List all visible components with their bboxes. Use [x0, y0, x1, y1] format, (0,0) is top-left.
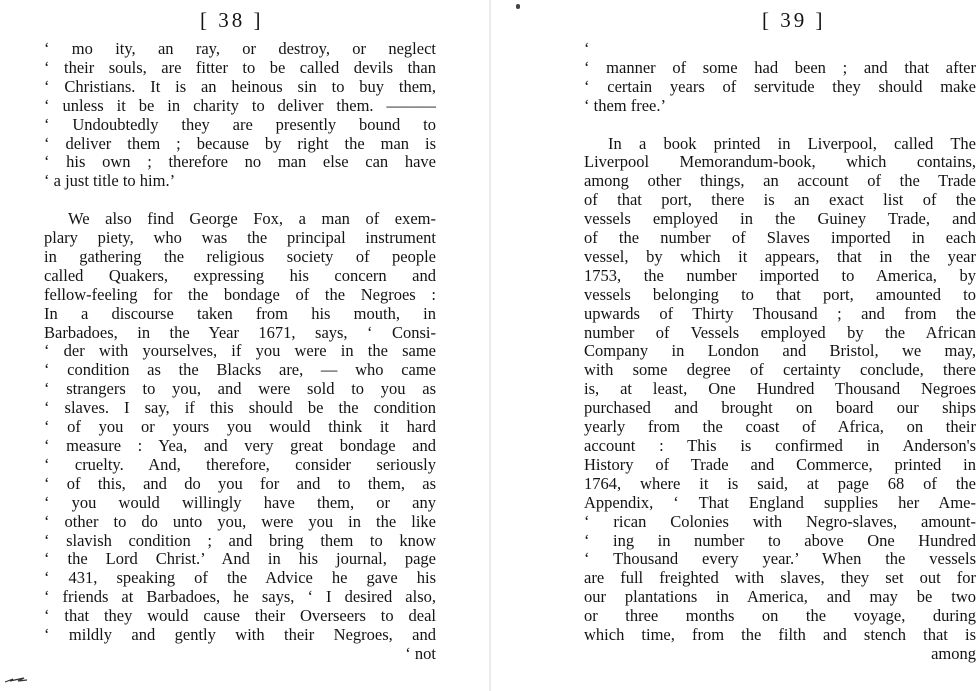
text-line: Company in London and Bristol, we may,	[584, 341, 976, 361]
text-line: ‘ manner of some had been ; and that after	[584, 57, 976, 77]
text-line: ‘ his own ; therefore no man else can have	[44, 152, 436, 172]
text-line: plary piety, who was the principal instrument	[44, 228, 436, 248]
text-line: We also find George Fox, a man of exem-	[68, 209, 436, 229]
text-line: ‘ Thousand every year.’ When the vessels	[584, 549, 976, 569]
paragraph-gap	[44, 191, 436, 210]
text-line: is, at least, One Hundred Thousand Negroes	[584, 379, 976, 399]
text-line: ‘ a just title to him.’	[44, 171, 176, 191]
text-line: ‘ unless it be in charity to deliver them. ———	[44, 95, 436, 115]
text-line: Liverpool Memorandum-book, which contains,	[584, 152, 976, 172]
text-line: yearly from the coast of Africa, on their	[584, 417, 976, 437]
text-line: ‘ that they would cause their Overseers to deal	[44, 606, 436, 626]
text-line: ‘ strangers to you, and were sold to you as	[44, 379, 436, 399]
left-page-text	[44, 40, 436, 664]
text-line: ‘ other to do unto you, were you in the like	[44, 511, 436, 531]
text-line: vessels employed in the Guiney Trade, and	[584, 209, 976, 229]
text-line: called Quakers, expressing his concern and	[44, 265, 436, 285]
text-line: Appendix, ‘ That England supplies her Ame-	[584, 492, 976, 512]
left-page-number: [ 38 ]	[200, 8, 264, 32]
text-line: ‘ ing in number to above One Hundred	[584, 530, 976, 550]
right-page-number: [ 39 ]	[762, 8, 826, 32]
right-page-text	[584, 40, 976, 664]
text-line: ‘ mildly and gently with their Negroes, and	[44, 625, 436, 645]
text-line: ‘ der with yourselves, if you were in the same	[44, 341, 436, 361]
text-line: ‘ measure : Yea, and very great bondage and	[44, 436, 436, 456]
text-line: ‘ of this, and do you for and to them, as	[44, 473, 436, 493]
text-line: are full freighted with slaves, they set out for	[584, 568, 976, 588]
catchword: among	[931, 643, 976, 663]
text-line: ‘ 431, speaking of the Advice he gave his	[44, 568, 436, 588]
text-line: our plantations in America, and may be two	[584, 587, 976, 607]
text-line: account : This is confirmed in Anderson's	[584, 436, 976, 456]
text-line: ‘ friends at Barbadoes, he says, ‘ I desired also,	[44, 587, 436, 607]
text-line: ‘ cruelty. And, therefore, consider seriously	[44, 454, 436, 474]
text-line: or three months on the voyage, during	[584, 606, 976, 626]
text-line: with some degree of certainty conclude, there	[584, 360, 976, 380]
text-line: ‘ slaves. I say, if this should be the condition	[44, 398, 436, 418]
text-line: of that port, there is an exact list of the	[584, 190, 976, 210]
text-line: of the number of Slaves imported in each	[584, 228, 976, 248]
text-line: ‘ mo ity, an ray, or destroy, or neglect	[44, 39, 436, 58]
text-line: History of Trade and Commerce, printed in	[584, 454, 976, 474]
text-line: ‘	[584, 39, 590, 58]
text-line: vessels belonging to that port, amounted to	[584, 284, 976, 304]
margin-mark	[4, 676, 28, 684]
right-page	[490, 0, 980, 691]
text-line: ‘ Christians. It is an heinous sin to buy them,	[44, 76, 436, 96]
text-line: ‘ condition as the Blacks are, — who came	[44, 360, 436, 380]
text-line: ‘ deliver them ; because by right the man is	[44, 133, 436, 153]
text-line: upwards of Thirty Thousand ; and from the	[584, 303, 976, 323]
text-line: ‘ of you or yours you would think it hard	[44, 417, 436, 437]
text-line: fellow-feeling for the bondage of the Negroes :	[44, 284, 436, 304]
text-line: 1753, the number imported to America, by	[584, 265, 976, 285]
text-line: In a discourse taken from his mouth, in	[44, 303, 436, 323]
text-line: ‘ them free.’	[584, 95, 666, 115]
text-line: 1764, where it is said, at page 68 of the	[584, 473, 976, 493]
text-line: ‘ you would willingly have them, or any	[44, 492, 436, 512]
text-line: ‘ their souls, are fitter to be called devils than	[44, 57, 436, 77]
text-line: in gathering the religious society of people	[44, 246, 436, 266]
text-line: In a book printed in Liverpool, called The	[608, 133, 976, 153]
text-line: ‘ certain years of servitude they should make	[584, 76, 976, 96]
text-line: Barbadoes, in the Year 1671, says, ‘ Consi-	[44, 322, 436, 342]
text-line: which time, from the filth and stench that is	[584, 625, 976, 645]
text-line: purchased and brought on board our ships	[584, 398, 976, 418]
text-line: ‘ rican Colonies with Negro-slaves, amount-	[584, 511, 976, 531]
catchword: ‘ not	[405, 643, 436, 663]
text-line: ‘ the Lord Christ.’ And in his journal, page	[44, 549, 436, 569]
text-line: ‘ Undoubtedly they are presently bound to	[44, 114, 436, 134]
text-line: among other things, an account of the Trade	[584, 171, 976, 191]
paragraph-gap	[584, 116, 976, 135]
text-line: vessel, by which it appears, that in the year	[584, 246, 976, 266]
text-line: ‘ slavish condition ; and bring them to know	[44, 530, 436, 550]
text-line: number of Vessels employed by the African	[584, 322, 976, 342]
